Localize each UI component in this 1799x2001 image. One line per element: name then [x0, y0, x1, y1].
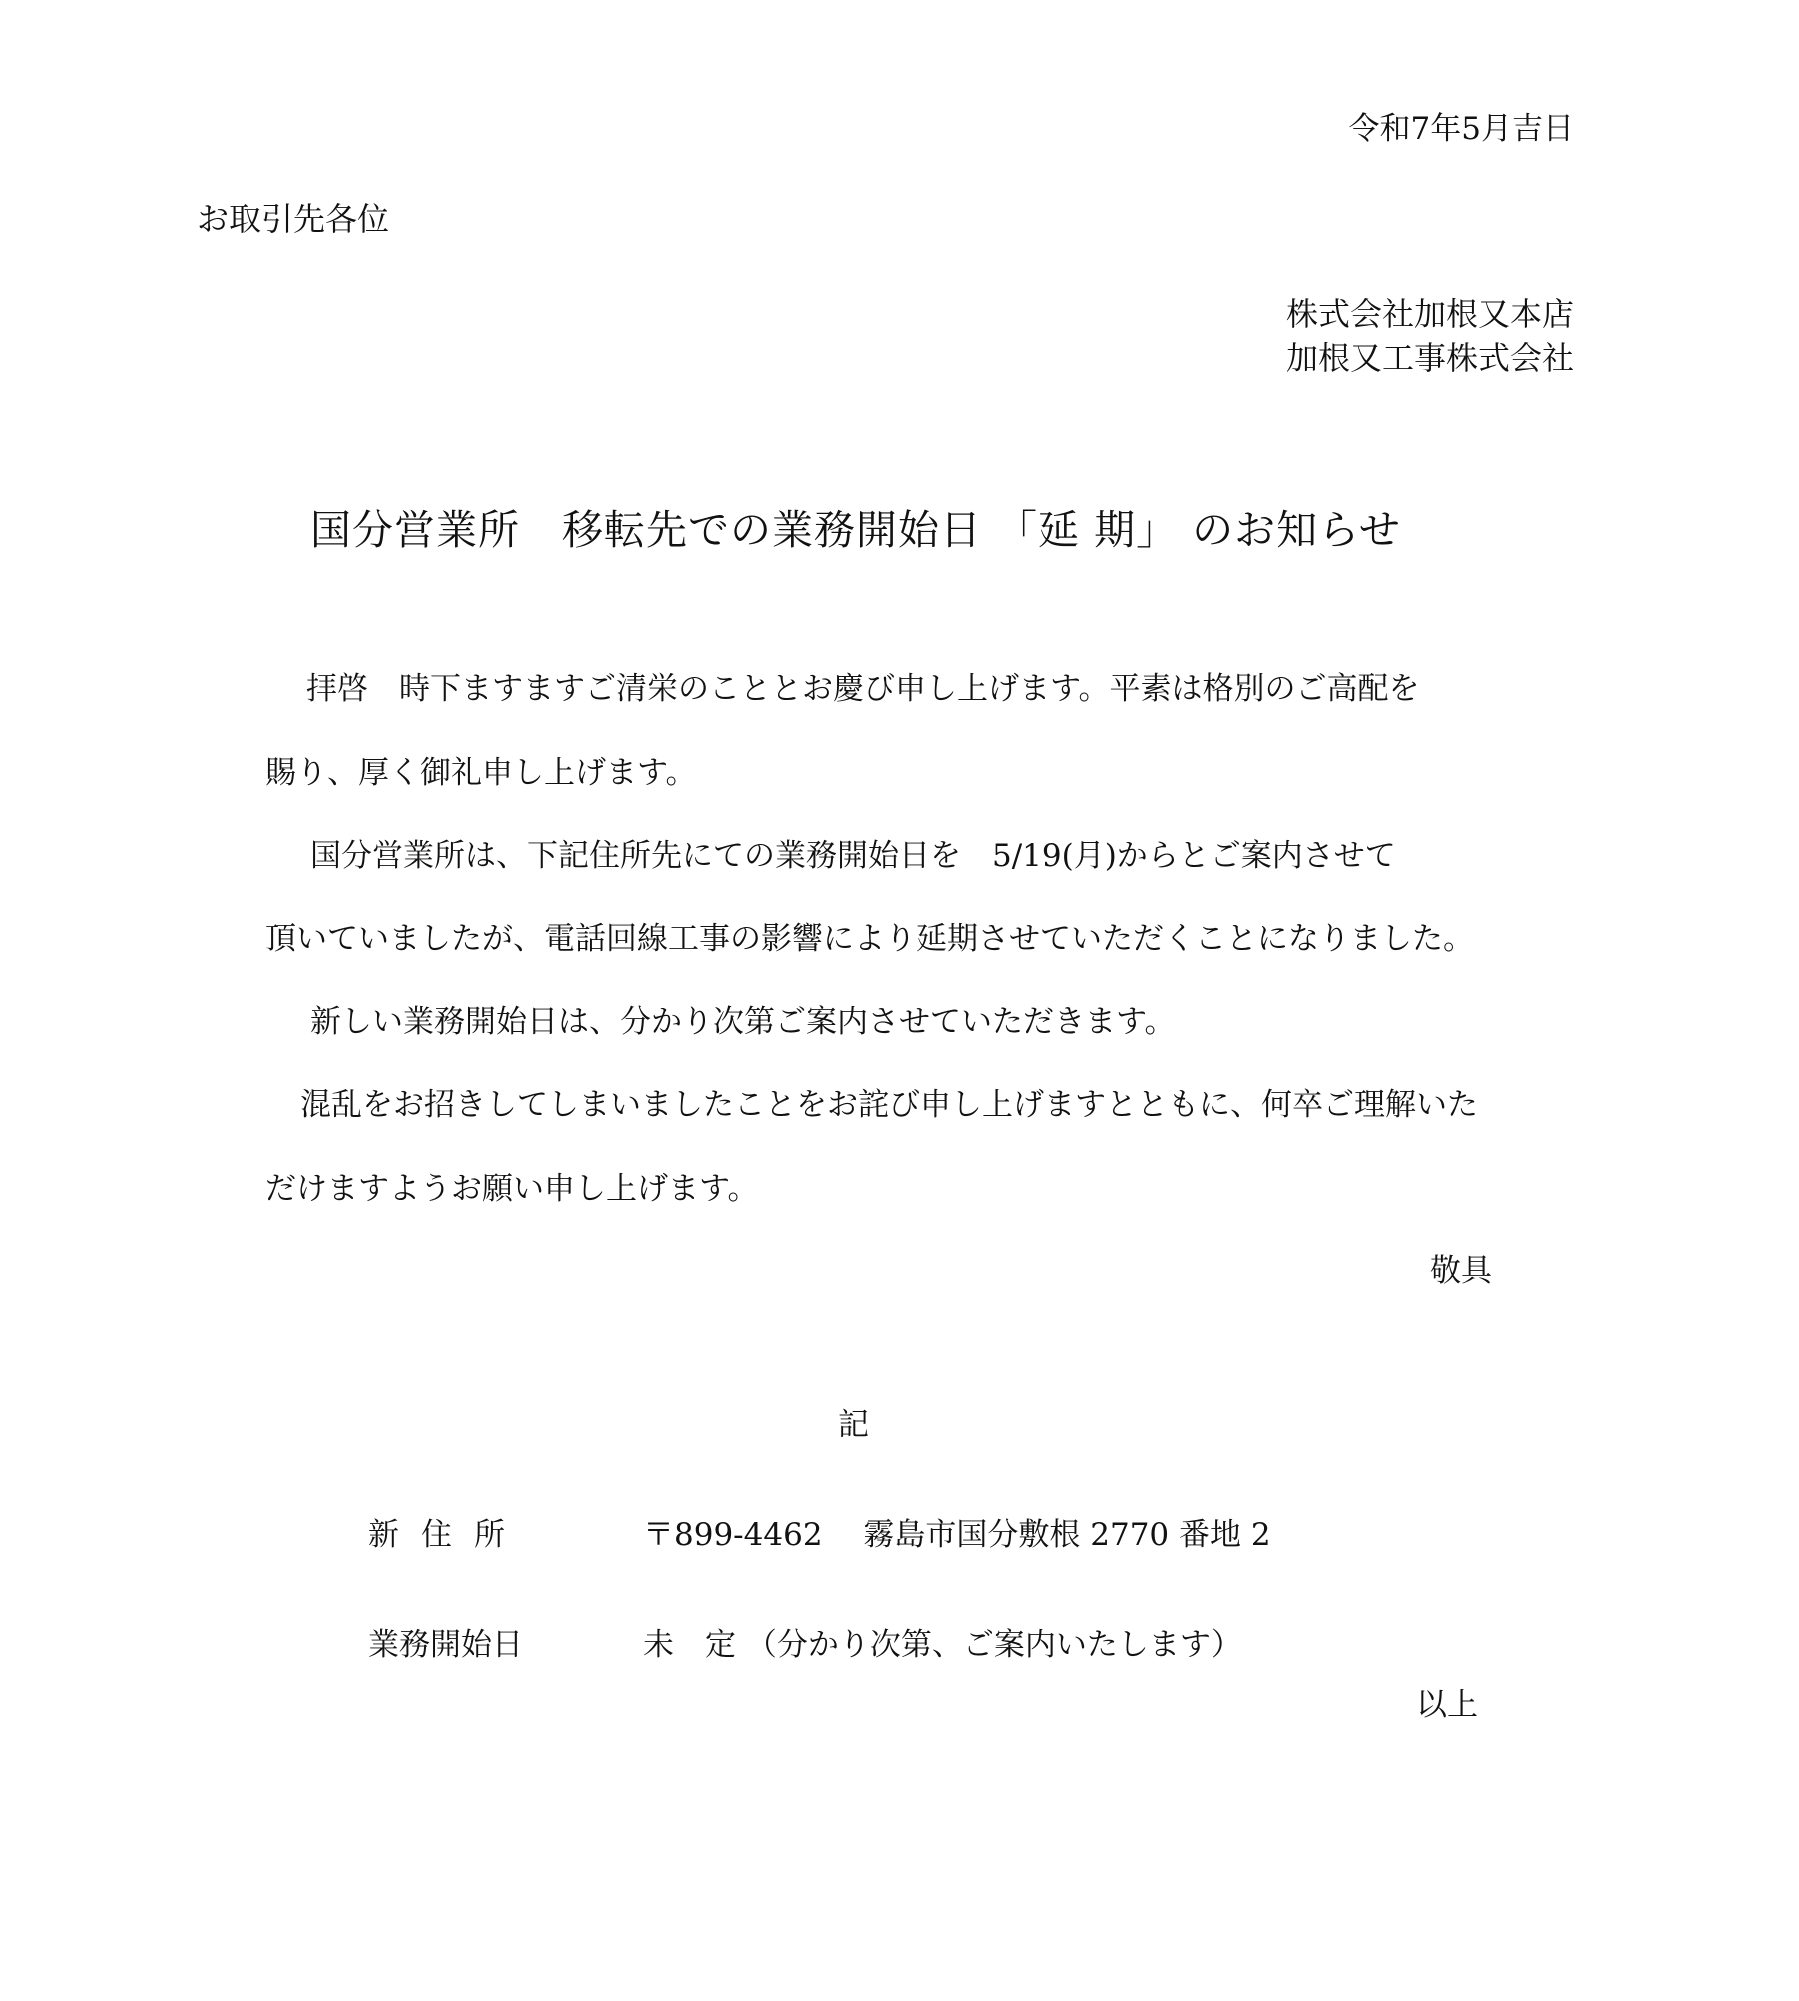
- body-line: 混乱をお招きしてしまいましたことをお詫び申し上げますとともに、何卒ご理解いた: [300, 1087, 1478, 1123]
- body-line: 新しい業務開始日は、分かり次第ご案内させていただきます。: [310, 1004, 1176, 1040]
- body-line: 頂いていましたが、電話回線工事の影響により延期させていただくことになりました。: [265, 921, 1474, 957]
- sender-block: [1286, 292, 1574, 380]
- body-line: 国分営業所は、下記住所先にての業務開始日を 5/19(月)からとご案内させて: [310, 838, 1396, 874]
- document-date: 令和7年5月吉日: [1348, 111, 1574, 147]
- start-date-label: 業務開始日: [368, 1627, 523, 1663]
- sender-company-1: 株式会社加根又本店: [1285, 295, 1574, 333]
- new-address-value: 〒899-4462 霧島市国分敷根 2770 番地 2: [643, 1517, 1271, 1553]
- new-address-label: 新住所: [368, 1517, 527, 1553]
- closing-keigu: 敬具: [1430, 1253, 1492, 1289]
- body-line: だけますようお願い申し上げます。: [265, 1171, 759, 1207]
- start-date-value: 未 定 （分かり次第、ご案内いたします）: [643, 1627, 1242, 1663]
- body-line: 賜り、厚く御礼申し上げます。: [265, 755, 697, 791]
- sender-company-2: 加根又工事株式会社: [1285, 339, 1574, 377]
- notice-title: 国分営業所 移転先での業務開始日 「延 期」 のお知らせ: [310, 506, 1401, 554]
- ki-heading: 記: [838, 1407, 869, 1443]
- end-mark: 以上: [1416, 1687, 1478, 1723]
- body-line: 拝啓 時下ますますご清栄のこととお慶び申し上げます。平素は格別のご高配を: [306, 671, 1420, 707]
- recipient: お取引先各位: [197, 200, 390, 238]
